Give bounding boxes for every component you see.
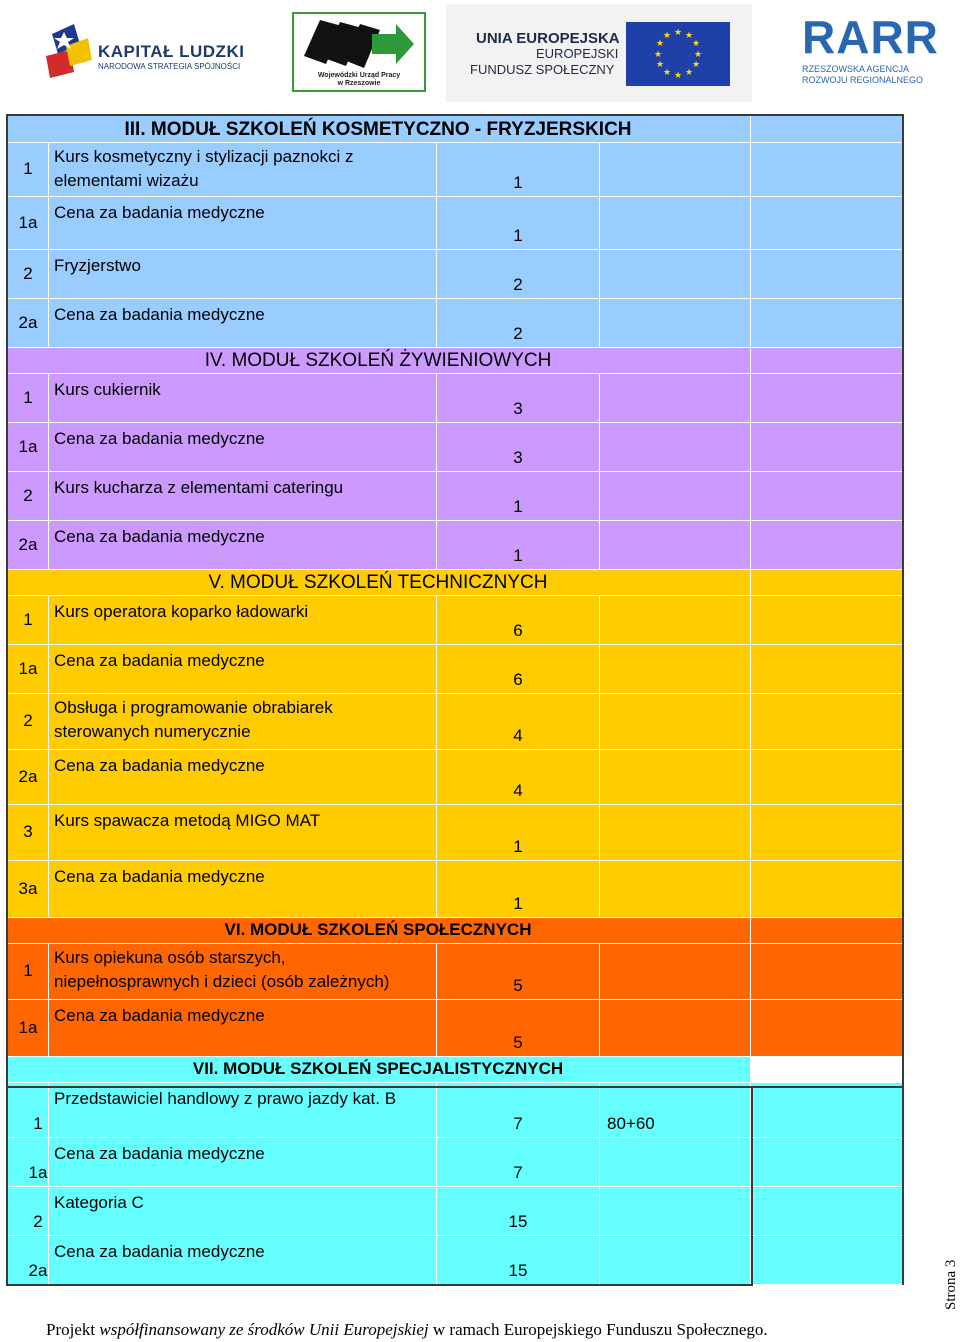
row-quantity: 1 [513,226,523,245]
svg-text:★: ★ [655,39,665,49]
row-number: 2a [18,766,38,786]
row-description [54,696,333,744]
row-description-line: Cena za badania medyczne [54,1242,265,1261]
row-description [54,476,343,500]
row-extra-cell [600,805,751,861]
row-number: 2a [28,1261,48,1280]
row-quantity: 2 [513,275,523,294]
row-description [54,525,265,549]
row-quantity: 5 [513,976,523,995]
row-description-line: elementami wizażu [54,171,199,190]
row-extra-cell [600,197,751,250]
row-description-line: Cena za badania medyczne [54,429,265,448]
kapital-ludzki-title: KAPITAŁ LUDZKI [98,42,245,61]
row-last-cell [751,197,904,250]
row-last-cell [751,750,904,805]
row-description [54,378,161,402]
row-description [54,649,265,673]
svg-text:★: ★ [691,60,701,70]
svg-text:★: ★ [673,71,683,81]
row-last-cell [751,374,904,423]
row-extra-cell [600,694,751,750]
row-extra-value: 80+60 [607,1114,655,1133]
row-extra-cell [600,1000,751,1057]
row-number: 1a [28,1163,48,1182]
row-number: 1 [23,961,33,980]
row-quantity: 3 [513,448,523,467]
row-description [54,145,353,193]
footer-italic: współfinansowany ze środków Unii Europejskiej [99,1320,429,1339]
wup-caption [294,72,424,88]
svg-text:★: ★ [684,31,694,41]
section-header-blank [751,1057,904,1083]
wup-logo [292,12,426,92]
row-number: 1a [18,436,38,456]
row-description [54,754,265,778]
section-title: VI. MODUŁ SZKOLEŃ SPOŁECZNYCH [224,920,532,939]
row-description-line: Obsługa i programowanie obrabiarek [54,698,333,717]
eu-title: UNIA EUROPEJSKA [476,30,620,47]
row-description-line: Przedstawiciel handlowy z prawo jazdy kat. B [54,1089,397,1108]
row-last-cell [751,299,904,348]
row-description [54,254,141,278]
svg-text:★: ★ [662,68,672,78]
row-description-line: Fryzjerstwo [54,256,141,275]
rarr-subtitle2: ROZWOJU REGIONALNEGO [802,75,924,85]
row-last-cell [751,944,904,1000]
eu-subtitle1: EUROPEJSKI [536,46,619,61]
wup-line2: w Rzeszowie [337,80,381,87]
row-last-cell [751,1138,904,1187]
kapital-ludzki-subtitle: NARODOWA STRATEGIA SPÓJNOŚCI [98,62,241,71]
row-last-cell [751,694,904,750]
row-description-line: Cena za badania medyczne [54,305,265,324]
row-description [54,809,320,833]
row-quantity: 1 [513,837,523,856]
row-quantity: 15 [508,1212,528,1231]
row-description-line: Kurs kucharza z elementami cateringu [54,478,344,497]
row-number: 3 [23,822,33,841]
row-extra-cell [600,374,751,423]
section-title: VII. MODUŁ SZKOLEŃ SPECJALISTYCZNYCH [192,1059,564,1078]
row-last-cell [751,596,904,645]
row-description [54,1004,265,1028]
row-number: 1a [18,1017,38,1037]
row-number: 3a [18,878,38,898]
rarr-title: RARR [802,11,939,63]
row-number: 1 [23,609,33,629]
row-last-cell [751,250,904,299]
row-quantity: 2 [513,324,523,343]
row-description-line: Cena za badania medyczne [54,527,265,546]
row-last-cell [751,1187,904,1236]
svg-text:★: ★ [673,28,683,38]
row-extra-cell [600,472,751,521]
row-description-line: Kurs kosmetyczny i stylizacji paznokci z [54,147,354,166]
table-lower-border [6,1086,753,1286]
row-number: 1 [23,159,33,178]
row-extra-cell [600,521,751,570]
row-extra-cell [600,423,751,472]
svg-text:★: ★ [662,31,672,41]
section-title: III. MODUŁ SZKOLEŃ KOSMETYCZNO - FRYZJERSKICH [124,119,632,140]
row-description-line: Cena za badania medyczne [54,867,265,886]
svg-text:★: ★ [653,50,663,60]
row-description-line: sterowanych numerycznie [54,722,251,741]
section-header-extra [751,918,904,944]
row-extra-cell [600,944,751,1000]
row-last-cell [751,1236,904,1285]
eu-flag-icon [626,22,730,86]
row-quantity: 1 [513,546,523,565]
row-description-line: Kurs operatora koparko ładowarki [54,602,309,621]
row-number: 1a [18,212,38,232]
row-description [54,427,265,451]
svg-text:★: ★ [693,50,703,60]
section-header-extra [751,348,904,374]
row-number: 2a [18,534,38,554]
row-extra-cell [600,143,751,197]
row-number: 2 [33,1212,43,1231]
row-quantity: 7 [513,1114,523,1133]
logo-bar [0,0,960,110]
eu-subtitle2: FUNDUSZ SPOŁECZNY [470,62,615,77]
row-last-cell [751,805,904,861]
row-description-line: Kurs cukiernik [54,380,161,399]
row-description-line: Cena za badania medyczne [54,651,265,670]
row-description-line: Cena za badania medyczne [54,1006,265,1025]
svg-text:★: ★ [684,68,694,78]
row-quantity: 1 [513,173,523,192]
row-extra-cell [600,750,751,805]
section-title: IV. MODUŁ SZKOLEŃ ŻYWIENIOWYCH [204,350,552,371]
row-quantity: 3 [513,399,523,418]
row-number: 2 [23,485,33,505]
row-number: 2a [18,312,38,332]
footer-note [46,1320,768,1340]
row-quantity: 1 [513,497,523,516]
svg-text:★: ★ [655,60,665,70]
section-header-extra [751,115,904,143]
row-quantity: 15 [508,1261,528,1280]
row-description-line: Kurs spawacza metodą MIGO MAT [54,811,321,830]
row-last-cell [751,1000,904,1057]
footer-rest: w ramach Europejskiego Funduszu Społecznego. [432,1320,768,1339]
row-description-line: Kurs opiekuna osób starszych, [54,948,286,967]
row-last-cell [751,423,904,472]
row-description-line: Kategoria C [54,1193,144,1212]
rarr-subtitle1: RZESZOWSKA AGENCJA [802,64,910,74]
row-description [54,600,308,624]
row-description [54,201,265,225]
row-extra-cell [600,645,751,694]
row-extra-cell [600,250,751,299]
section-header-extra [751,570,904,596]
row-last-cell [751,861,904,918]
row-description-line: niepełnosprawnych i dzieci (osób zależnych) [54,972,390,991]
row-number: 2 [23,263,33,283]
row-description [54,303,265,327]
row-quantity: 7 [513,1163,523,1182]
section-title: V. MODUŁ SZKOLEŃ TECHNICZNYCH [208,572,548,593]
row-number: 1a [18,658,38,678]
row-quantity: 4 [513,726,523,745]
table-right-border [902,1086,904,1285]
row-description [54,865,265,889]
row-number: 1 [33,1114,43,1133]
footer-word: Projekt [46,1320,96,1339]
wup-emblem-icon [302,16,416,70]
row-number: 1 [23,387,33,407]
row-description-line: Cena za badania medyczne [54,1144,265,1163]
row-extra-cell [600,596,751,645]
row-last-cell [751,1083,904,1138]
row-last-cell [751,472,904,521]
svg-text:★: ★ [691,39,701,49]
row-last-cell [751,645,904,694]
wup-line1: Wojewódzki Urząd Pracy [317,72,401,79]
row-last-cell [751,143,904,197]
row-number: 2 [23,711,33,730]
row-quantity: 6 [513,621,523,640]
row-description [54,946,389,994]
row-quantity: 5 [513,1033,523,1052]
page-number: Strona 3 [943,1259,959,1310]
row-quantity: 4 [513,781,523,800]
row-description-line: Cena za badania medyczne [54,756,265,775]
row-last-cell [751,521,904,570]
kapital-ludzki-logo-icon [44,24,94,82]
row-quantity: 1 [513,894,523,913]
row-extra-cell [600,861,751,918]
row-quantity: 6 [513,670,523,689]
row-description-line: Cena za badania medyczne [54,203,265,222]
row-extra-cell [600,299,751,348]
